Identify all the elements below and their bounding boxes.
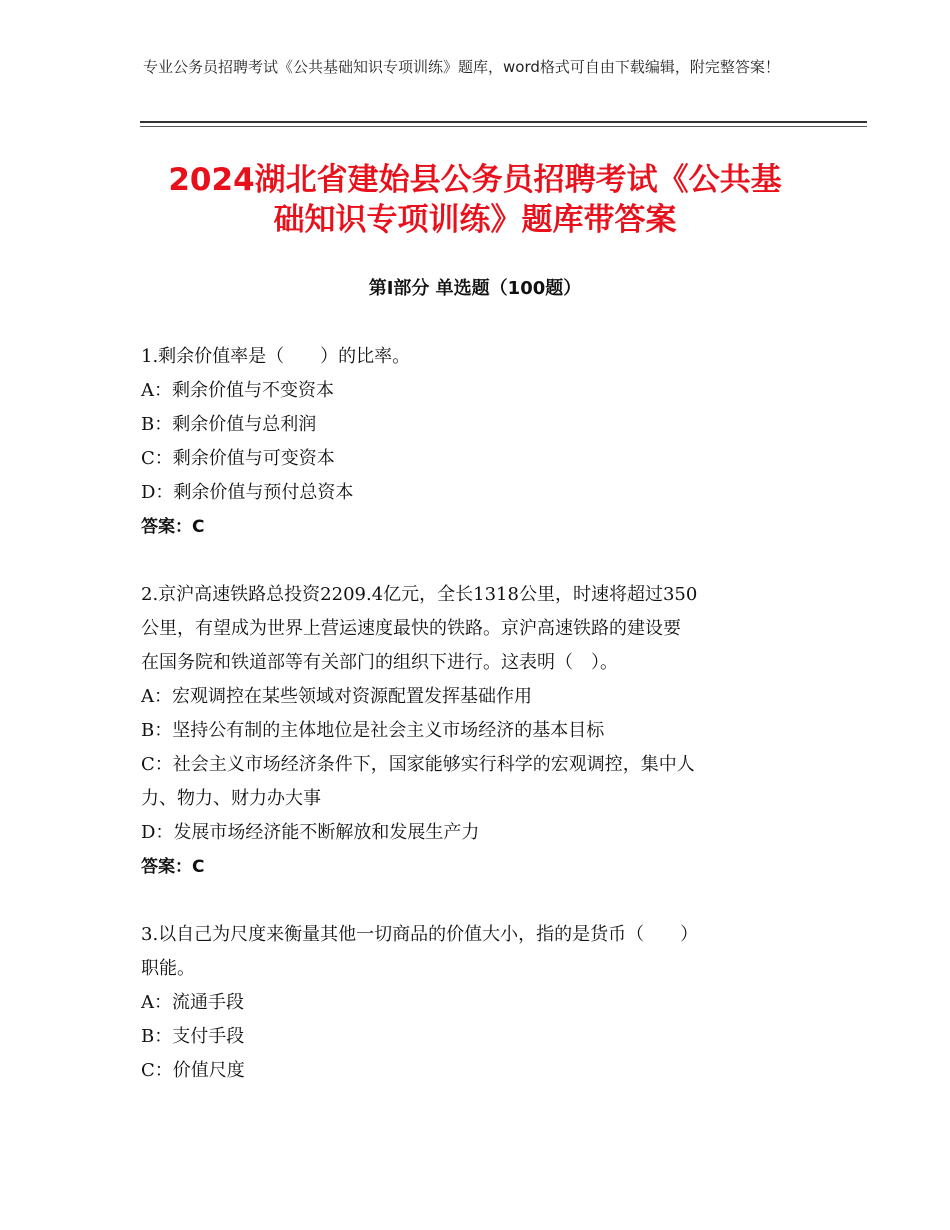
answer: 答案：C — [141, 857, 205, 877]
question-stem: 1.剩余价值率是（ ）的比率。 — [141, 346, 411, 367]
question-stem-continued: 在国务院和铁道部等有关部门的组织下进行。这表明（ ）。 — [141, 652, 618, 673]
option-d: D：剩余价值与预付总资本 — [141, 482, 354, 503]
section-title: 第Ⅰ部分 单选题（100题） — [368, 278, 582, 299]
header-rule-thick — [140, 121, 867, 123]
title-line-2: 础知识专项训练》题库带答案 — [273, 202, 677, 238]
question-stem: 3.以自己为尺度来衡量其他一切商品的价值大小，指的是货币（ ） — [141, 924, 699, 945]
document-title — [140, 160, 810, 240]
question-2 — [141, 578, 806, 884]
question-stem-continued: 公里，有望成为世界上营运速度最快的铁路。京沪高速铁路的建设要 — [141, 618, 681, 639]
question-list — [141, 340, 806, 1122]
question-stem-continued: 职能。 — [141, 958, 195, 979]
option-c: C：社会主义市场经济条件下，国家能够实行科学的宏观调控，集中人 — [141, 754, 695, 775]
header-rule-thin — [140, 126, 867, 127]
question-1 — [141, 340, 806, 544]
option-d: D：发展市场经济能不断解放和发展生产力 — [141, 822, 480, 843]
option-b: B：剩余价值与总利润 — [141, 414, 317, 435]
title-line-1: 2024湖北省建始县公务员招聘考试《公共基 — [168, 162, 782, 198]
question-3 — [141, 918, 806, 1088]
option-b: B：支付手段 — [141, 1026, 245, 1047]
option-c: C：剩余价值与可变资本 — [141, 448, 335, 469]
header-note: 专业公务员招聘考试《公共基础知识专项训练》题库，word格式可自由下载编辑，附完整答案！ — [143, 58, 780, 76]
option-a: A：剩余价值与不变资本 — [141, 380, 334, 401]
option-c: C：价值尺度 — [141, 1060, 245, 1081]
question-stem: 2.京沪高速铁路总投资2209.4亿元，全长1318公里，时速将超过350 — [141, 584, 698, 605]
answer: 答案：C — [141, 517, 205, 537]
option-b: B：坚持公有制的主体地位是社会主义市场经济的基本目标 — [141, 720, 605, 741]
option-a: A：流通手段 — [141, 992, 244, 1013]
option-c-continued: 力、物力、财力办大事 — [141, 788, 321, 809]
option-a: A：宏观调控在某些领域对资源配置发挥基础作用 — [141, 686, 532, 707]
